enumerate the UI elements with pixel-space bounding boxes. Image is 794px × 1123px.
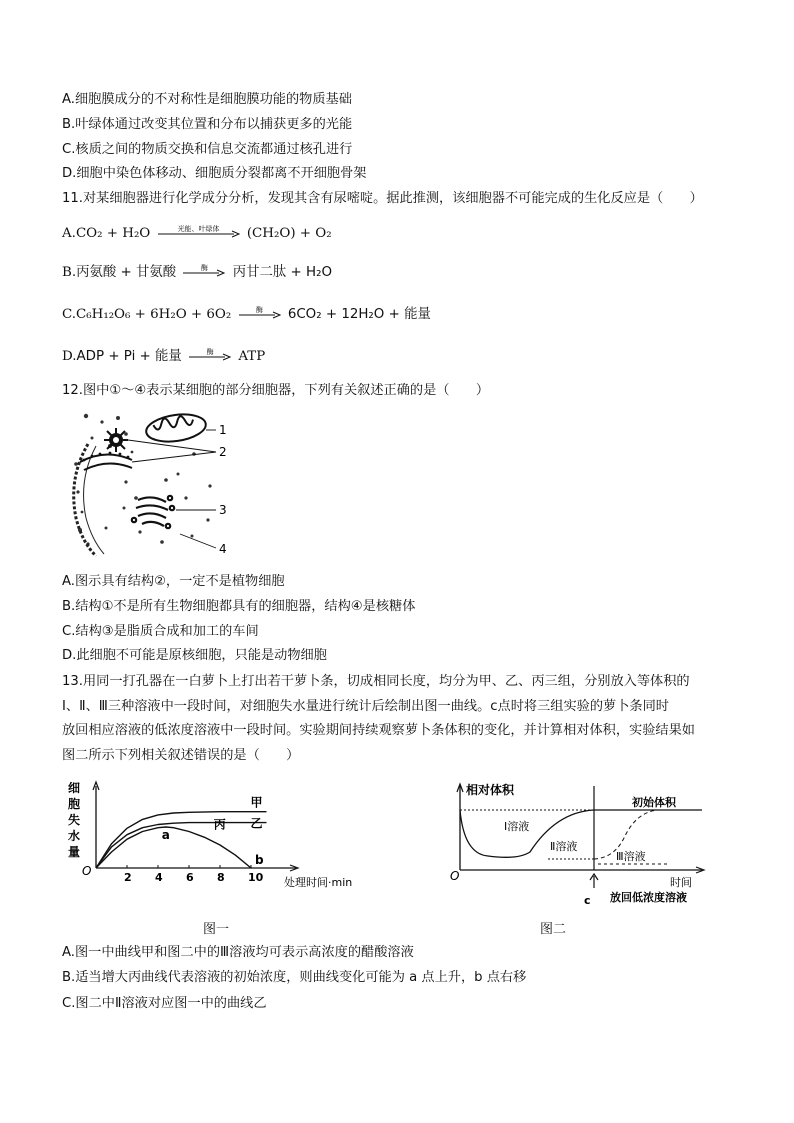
organelle-figure — [66, 408, 238, 562]
chart1-x-tick: 8 — [217, 871, 225, 884]
chart1-ylabel-char: 量 — [68, 845, 81, 859]
q10-option-b: B.叶绿体通过改变其位置和分布以捕获更多的光能 — [62, 117, 353, 132]
q13-stem-line-3: 放回相应溶液的低浓度溶液中一段时间。实验期间持续观察萝卜条体积的变化，并计算相对体积，实验结果如 — [62, 723, 695, 738]
chart1-annotation-a: a — [161, 828, 170, 843]
q11-option-b: B.丙氨酸 + 甘氨酸 酶 丙甘二肽 + H₂O — [62, 263, 332, 280]
q13-option-a: A.图一中曲线甲和图二中的Ⅲ溶液均可表示高浓度的醋酸溶液 — [62, 945, 414, 960]
chart1-xlabel: 处理时间·min — [284, 876, 353, 889]
chart1-ylabel-char: 胞 — [68, 797, 81, 811]
chart1-series-label-2: 乙 — [250, 816, 263, 831]
reaction-arrow: 光能、叶绿体 — [158, 230, 240, 238]
c-marker-text: 放回低浓度溶液 — [610, 891, 687, 904]
q11-option-c: C.C₆H₁₂O₆ + 6H₂O + 6O₂ 酶 6CO₂ + 12H₂O + 能量 — [62, 305, 431, 322]
mitochondrion — [144, 411, 207, 445]
chart1-ylabel-char: 细 — [68, 781, 81, 795]
centriole — [104, 428, 128, 452]
chart1-series-label-1: 甲 — [250, 795, 263, 810]
q12-option-d: D.此细胞不可能是原核细胞，只能是动物细胞 — [62, 648, 327, 663]
q11-option-a: A.CO₂ + H₂O 光能、叶绿体 (CH₂O) + O₂ — [62, 224, 332, 241]
chart1-x-tick: 2 — [124, 871, 132, 884]
endoplasmic-reticulum — [80, 454, 132, 470]
golgi-apparatus — [132, 496, 174, 528]
q10-option-a: A.细胞膜成分的不对称性是细胞膜功能的物质基础 — [62, 92, 352, 107]
figure-label-4: 4 — [219, 542, 227, 556]
chart2-ylabel: 相对体积 — [466, 783, 515, 797]
series-label-2: Ⅱ溶液 — [550, 840, 578, 853]
q10-option-c: C.核质之间的物质交换和信息交流都通过核孔进行 — [62, 142, 353, 157]
figure-1-caption: 图一 — [203, 922, 230, 937]
chart1-series-line-3 — [96, 827, 251, 868]
chart1-ylabel-char: 失 — [68, 813, 81, 827]
q11-stem: 11.对某细胞器进行化学成分分析，发现其含有尿嘧啶。据此推测，该细胞器不可能完成的生化反应是（ ） — [62, 191, 703, 206]
c-marker-arrow — [590, 874, 598, 888]
reaction-arrow: 酶 — [239, 311, 281, 319]
figure-label-2: 2 — [219, 445, 227, 459]
q13-stem-line-4: 图二所示下列相关叙述错误的是（ ） — [62, 748, 300, 763]
q13-stem-line-1: 13.用同一打孔器在一白萝卜上打出若干萝卜条，切成相同长度，均分为甲、乙、丙三组，分别放入等体积的 — [62, 674, 690, 689]
chart1-series-label-3: 丙 — [213, 817, 226, 832]
chart1-x-tick: 4 — [155, 871, 163, 884]
series-label-3: Ⅲ溶液 — [616, 850, 646, 863]
chart1-annotation-b: b — [255, 853, 264, 867]
q13-option-b: B.适当增大丙曲线代表溶液的初始浓度，则曲线变化可能为 a 点上升，b 点右移 — [62, 970, 527, 985]
series-label-1: Ⅰ溶液 — [504, 820, 530, 833]
q12-stem: 12.图中①～④表示某细胞的部分细胞器，下列有关叙述正确的是（ ） — [62, 383, 490, 398]
chart-figure-1 — [62, 778, 382, 890]
chart1-x-tick: 6 — [186, 871, 194, 884]
q12-option-a: A.图示具有结构②，一定不是植物细胞 — [62, 574, 285, 589]
chart2-origin: O — [450, 869, 460, 883]
figure-2-caption: 图二 — [540, 922, 567, 937]
q12-option-c: C.结构③是脂质合成和加工的车间 — [62, 624, 259, 639]
chart1-x-tick: 10 — [248, 871, 264, 884]
chart1-ylabel-char: 水 — [68, 829, 81, 843]
chart-figure-2 — [448, 776, 732, 908]
q13-option-c: C.图二中Ⅱ溶液对应图一中的曲线乙 — [62, 996, 267, 1011]
initial-volume-label: 初始体积 — [632, 796, 676, 809]
figure-label-3: 3 — [219, 503, 227, 517]
q12-option-b: B.结构①不是所有生物细胞都具有的细胞器，结构④是核糖体 — [62, 599, 416, 614]
reaction-arrow: 酶 — [183, 269, 225, 277]
chart2-xlabel: 时间 — [670, 876, 692, 889]
q10-option-d: D.细胞中染色体移动、细胞质分裂都离不开细胞骨架 — [62, 166, 367, 181]
q13-stem-line-2: Ⅰ、Ⅱ、Ⅲ三种溶液中一段时间，对细胞失水量进行统计后绘制出图一曲线。c点时将三组实验的萝卜条同时 — [62, 699, 669, 714]
c-marker-label: c — [584, 894, 591, 907]
reaction-arrow: 酶 — [189, 353, 231, 361]
q11-option-d: D.ADP + Pi + 能量 酶 ATP — [62, 347, 266, 364]
chart1-origin: O — [82, 864, 92, 878]
figure-label-1: 1 — [219, 423, 227, 437]
